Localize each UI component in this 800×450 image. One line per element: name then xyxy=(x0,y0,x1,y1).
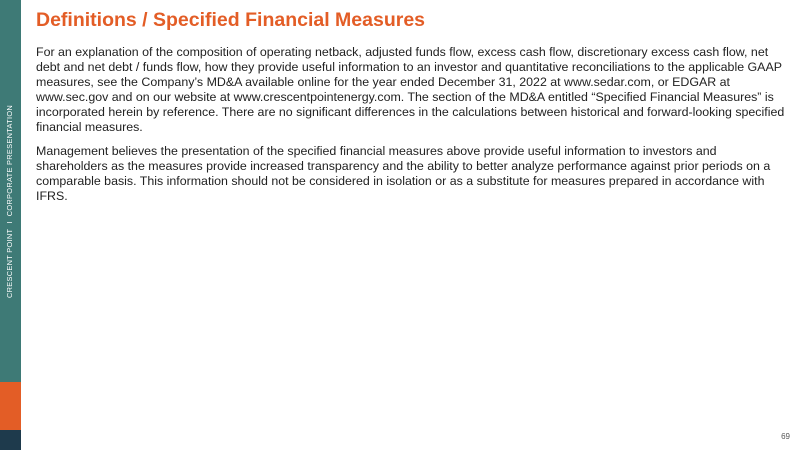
slide-body xyxy=(36,45,788,212)
sidebar-label xyxy=(3,68,17,298)
slide-title: Definitions / Specified Financial Measures xyxy=(36,9,426,31)
sidebar-orange-band xyxy=(0,382,21,430)
sidebar-separator: I xyxy=(5,221,14,224)
section-name: CORPORATE PRESENTATION xyxy=(5,104,14,217)
body-paragraph-1: For an explanation of the composition of operating netback, adjusted funds flow, excess cash flow, discretionary excess cash flow, net debt and net debt / funds flow, how they provide useful information to an investor and quantitative reconciliations to the applicable GAAP measures, see the Company’s MD&A available online for the year ended December 31, 2022 at www.sedar.com, or EDGAR at www.sec.gov and on our website at www.crescentpointenergy.com. The section of the MD&A entitled “Specified Financial Measures” is incorporated herein by reference. There are no significant differences in the calculations between historical and forward-looking specified financial measures. xyxy=(36,45,785,135)
page-number: 69 xyxy=(781,432,790,441)
company-name: CRESCENT POINT xyxy=(5,228,14,298)
sidebar-navy-band xyxy=(0,430,21,450)
sidebar xyxy=(0,0,21,450)
body-paragraph-2: Management believes the presentation of the specified financial measures above provide useful information to investors and shareholders as the measures provide increased transparency and the ability to better analyze performance against prior periods on a comparable basis. This information should not be considered in isolation or as a substitute for measures prepared in accordance with IFRS. xyxy=(36,143,771,203)
